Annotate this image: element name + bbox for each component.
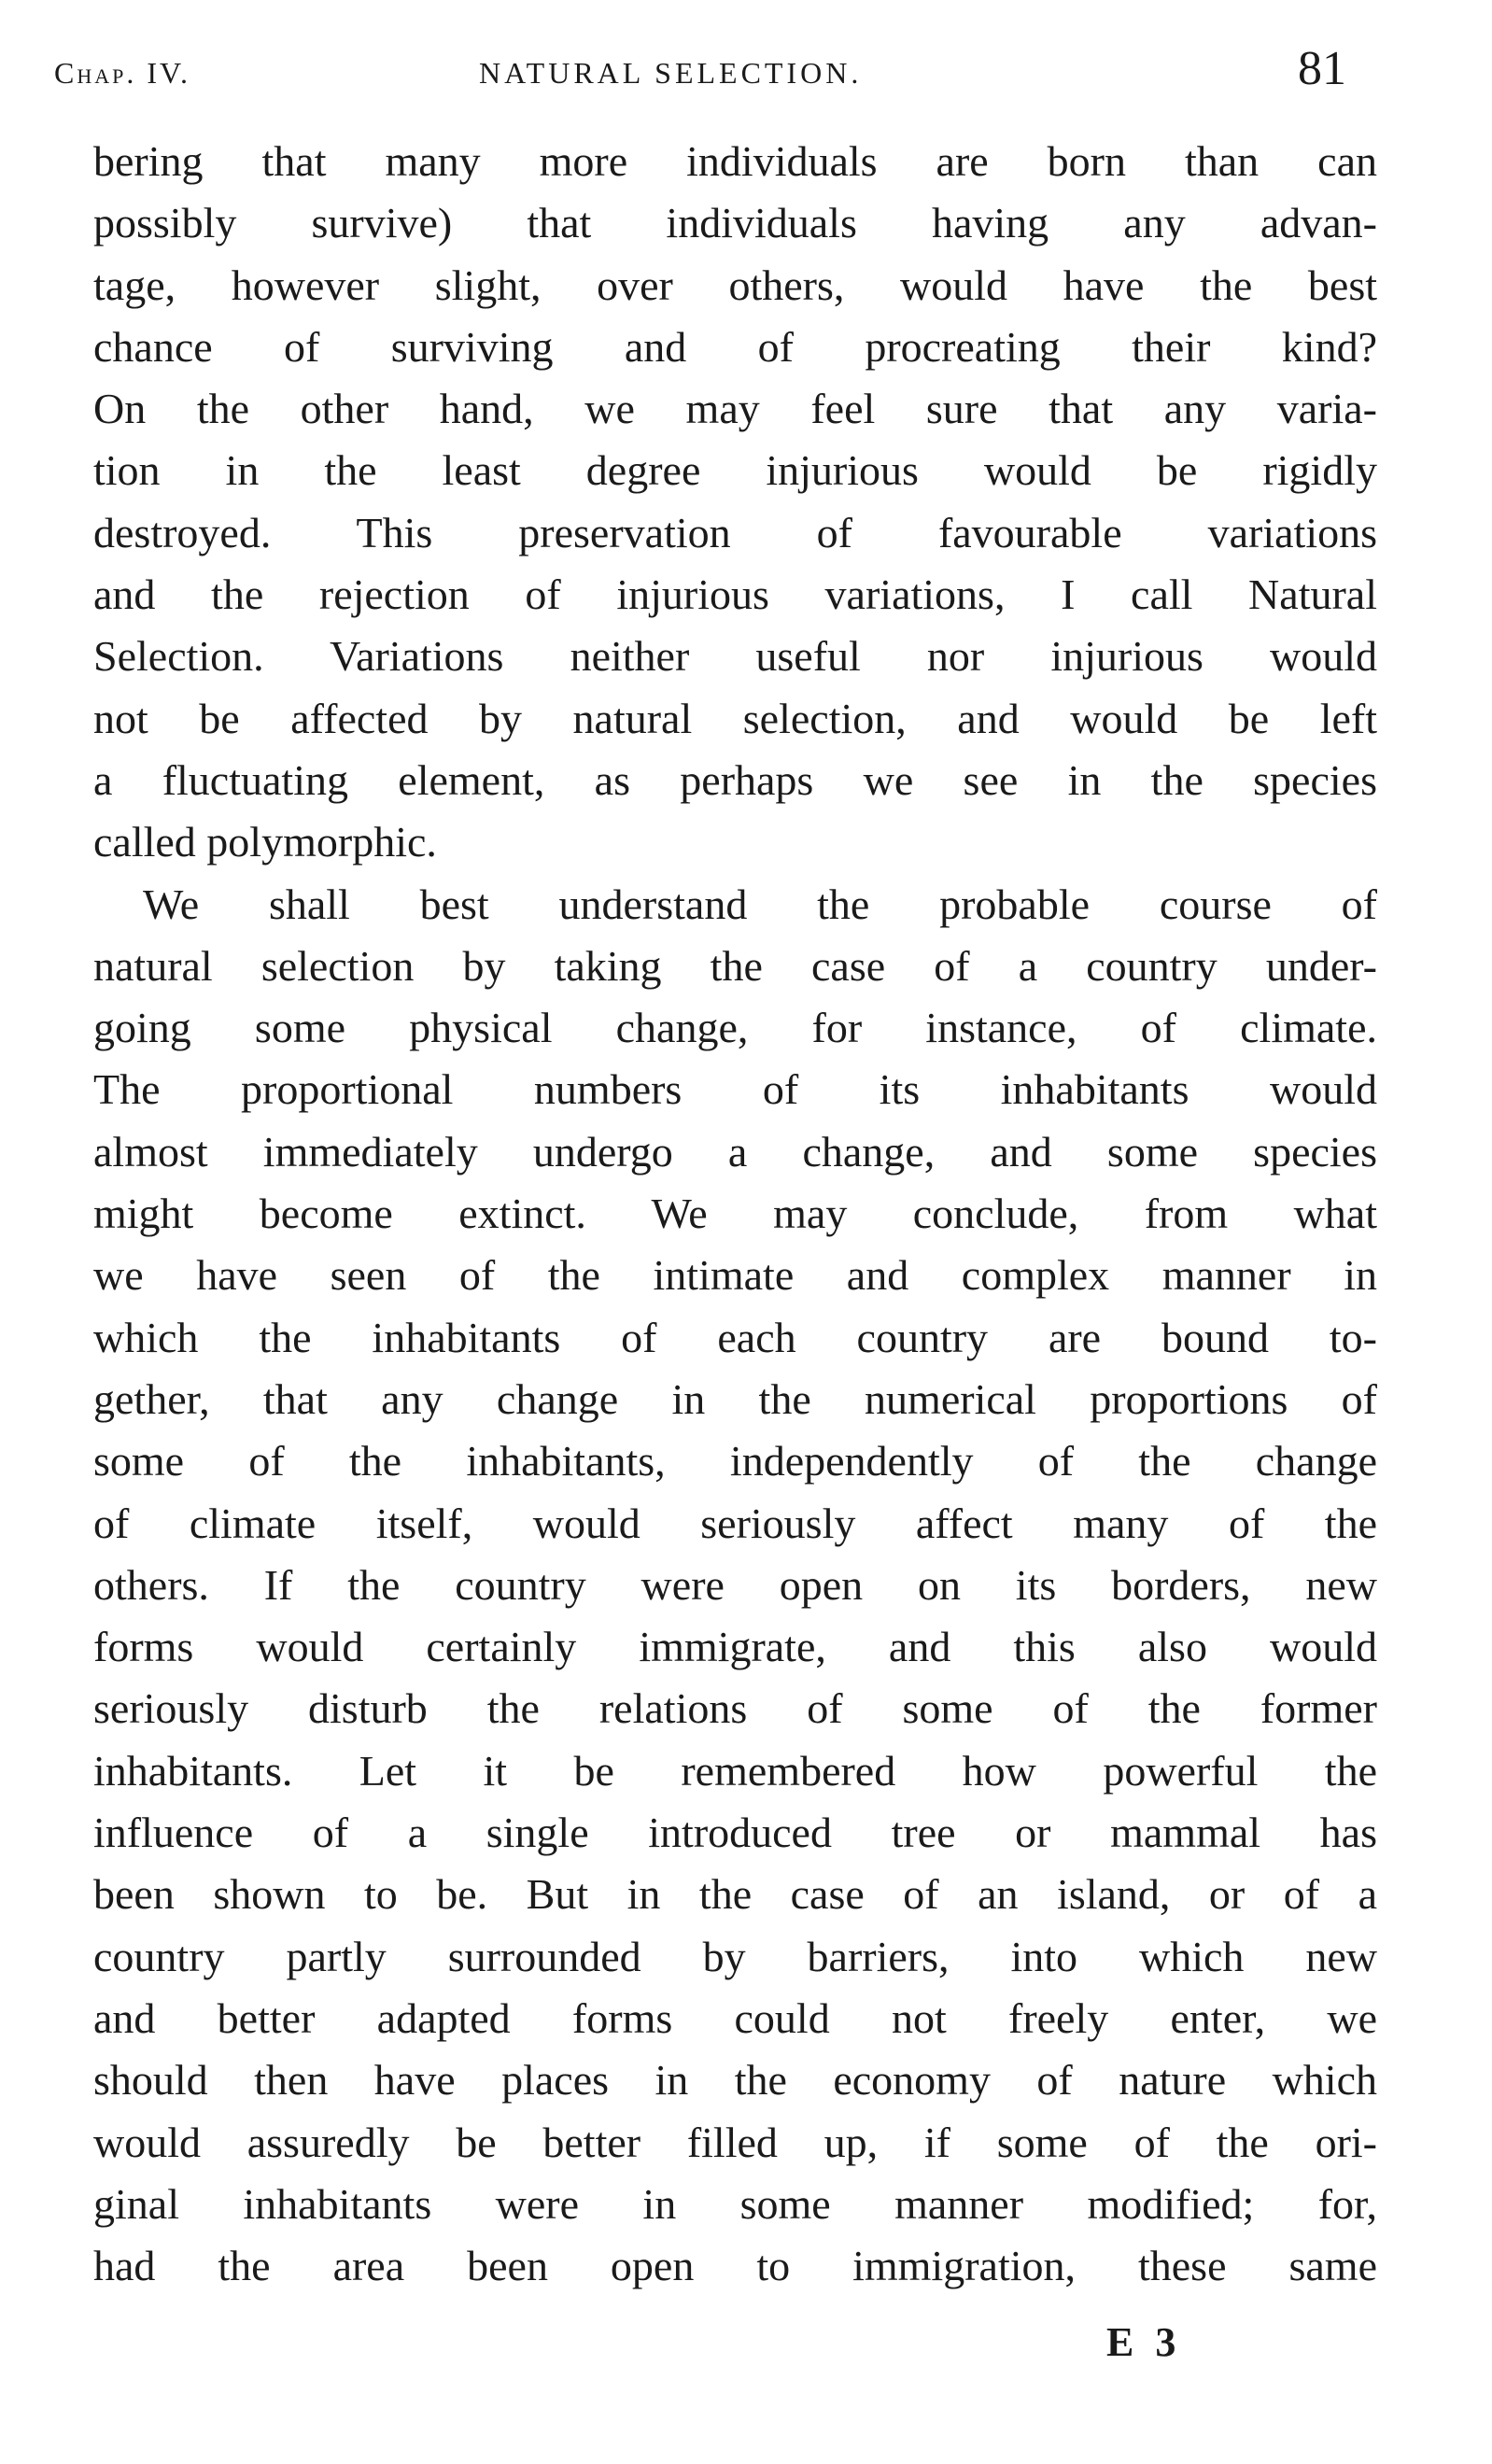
text-line: influence of a single introduced tree or mammal has [93,1809,1377,1857]
text-line: The proportional numbers of its inhabitants would [93,1065,1377,1114]
text-line: possibly survive) that individuals having any advan- [93,199,1377,247]
text-line: and better adapted forms could not freely enter, we [93,1993,1377,2042]
text-line: might become extinct. We may conclude, from what [93,1190,1377,1238]
text-line: a fluctuating element, as perhaps we see in the species [93,755,1377,804]
text-line: bering that many more individuals are born than can [93,137,1377,185]
text-line: some of the inhabitants, independently of the change [93,1437,1377,1485]
running-header [54,41,1361,97]
text-line: not be affected by natural selection, and would be left [93,694,1377,742]
text-line: we have seen of the intimate and complex manner in [93,1251,1377,1300]
text-line: and the rejection of injurious variations, I call Natural [93,570,1377,619]
text-line: On the other hand, we may feel sure that any varia- [93,385,1377,433]
paragraph [93,131,1377,874]
text-line: which the inhabitants of each country are bound to- [93,1313,1377,1361]
signature-mark: E 3 [1106,2319,1182,2365]
chapter-label: Chap. IV. [54,56,190,90]
body-text [93,131,1377,2297]
text-line: ginal inhabitants were in some manner modified; for, [93,2179,1377,2228]
text-line: country partly surrounded by barriers, into which new [93,1932,1377,1980]
running-title: NATURAL SELECTION. [479,56,863,90]
text-line: would assuredly be better filled up, if some of the ori- [93,2118,1377,2166]
text-line: inhabitants. Let it be remembered how powerful the [93,1746,1377,1795]
text-line: chance of surviving and of procreating their kind? [93,322,1377,371]
text-line: seriously disturb the relations of some of the former [93,1684,1377,1733]
text-line: Selection. Variations neither useful nor injurious would [93,632,1377,681]
text-line: tage, however slight, over others, would have the best [93,260,1377,309]
text-line: forms would certainly immigrate, and this also would [93,1623,1377,1671]
text-line: been shown to be. But in the case of an island, or of a [93,1870,1377,1919]
text-line: almost immediately undergo a change, and some species [93,1127,1377,1176]
text-line: destroyed. This preservation of favourable variations [93,508,1377,556]
text-line: tion in the least degree injurious would be rigidly [93,446,1377,495]
page-number: 81 [1298,42,1346,95]
text-line: others. If the country were open on its borders, new [93,1560,1377,1609]
text-line: called polymorphic. [93,818,437,866]
text-line: natural selection by taking the case of a country under- [93,941,1377,990]
text-line: should then have places in the economy of nature which [93,2056,1377,2105]
text-line: going some physical change, for instance, of climate. [93,1004,1377,1052]
text-line: We shall best understand the probable course of [143,880,1377,928]
paragraph [93,874,1377,2298]
text-line: gether, that any change in the numerical proportions of [93,1374,1377,1423]
text-line: had the area been open to immigration, these same [93,2242,1377,2290]
text-line: of climate itself, would seriously affect many of the [93,1499,1377,1547]
